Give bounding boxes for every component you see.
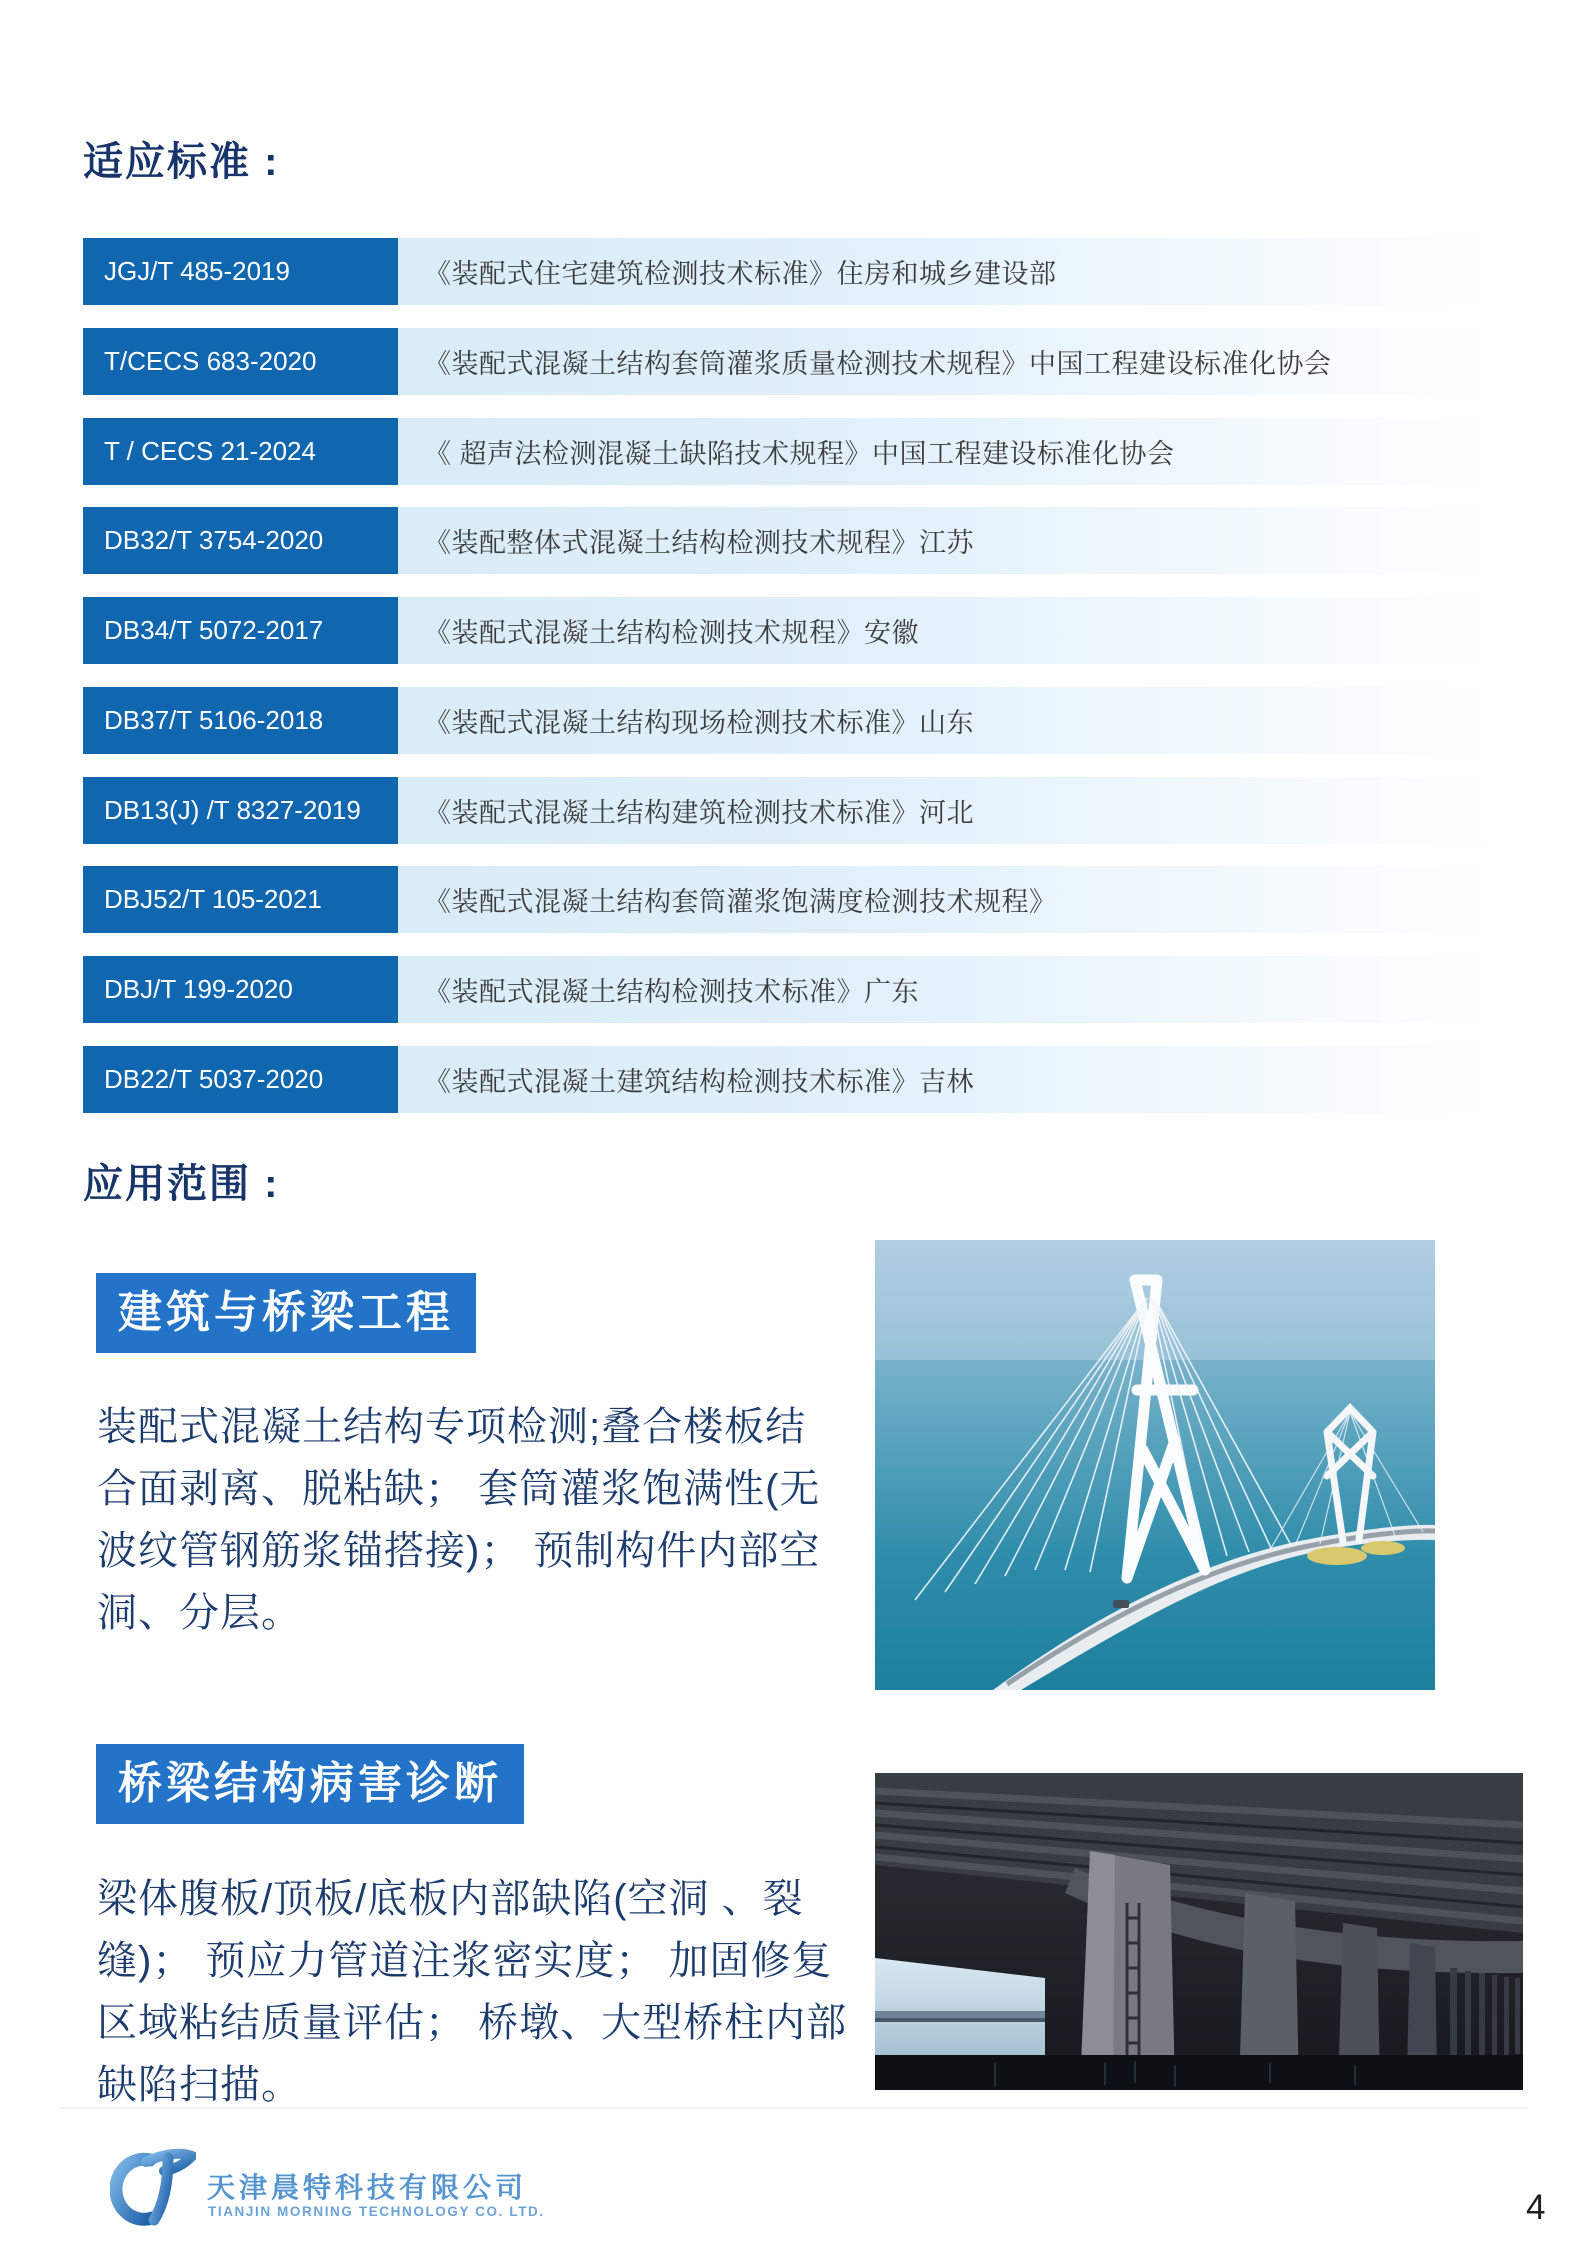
table-row: [83, 956, 1497, 1023]
standard-code-cell: DB13(J) /T 8327-2019: [83, 777, 398, 844]
standard-code-cell: DB37/T 5106-2018: [83, 687, 398, 754]
page-number: 4: [1526, 2188, 1546, 2227]
paragraph-line: 区域粘结质量评估； 桥墩、大型桥柱内部: [97, 2001, 848, 2045]
standard-code-cell: DB22/T 5037-2020: [83, 1046, 398, 1113]
company-logo-icon: [110, 2146, 196, 2228]
standard-desc-cell: 《 超声法检测混凝土缺陷技术规程》中国工程建设标准化协会: [398, 418, 1497, 485]
paragraph-line: 洞、分层。: [97, 1591, 302, 1635]
table-row: [83, 597, 1497, 664]
section-badge-bridge-diagnosis: 桥梁结构病害诊断: [96, 1744, 524, 1824]
section-paragraph: [97, 1868, 848, 2116]
paragraph-line: 缝)； 预应力管道注浆密实度； 加固修复: [97, 1939, 833, 1983]
paragraph-line: 合面剥离、脱粘缺； 套筒灌浆饱满性(无: [97, 1467, 821, 1511]
paragraph-line: 缺陷扫描。: [97, 2063, 302, 2107]
table-row: [83, 328, 1497, 395]
cable-stayed-bridge-photo: [875, 1240, 1435, 1690]
standard-desc-cell: 《装配式混凝土结构建筑检测技术标准》河北: [398, 777, 1497, 844]
standard-code-cell: DB34/T 5072-2017: [83, 597, 398, 664]
ct-logo-icon: [110, 2146, 196, 2228]
standard-code-cell: DB32/T 3754-2020: [83, 507, 398, 574]
table-row: [83, 687, 1497, 754]
company-name-en: TIANJIN MORNING TECHNOLOGY CO. LTD.: [208, 2204, 545, 2219]
company-name-cn: 天津晨特科技有限公司: [207, 2172, 528, 2203]
table-row: [83, 507, 1497, 574]
standard-code-cell: DBJ52/T 105-2021: [83, 866, 398, 933]
table-row: [83, 1046, 1497, 1113]
standard-desc-cell: 《装配整体式混凝土结构检测技术规程》江苏: [398, 507, 1497, 574]
cable-stayed-bridge-illustration: [875, 1240, 1435, 1690]
table-row: [83, 777, 1497, 844]
section-paragraph: [97, 1396, 821, 1644]
standard-desc-cell: 《装配式住宅建筑检测技术标准》住房和城乡建设部: [398, 238, 1497, 305]
standard-code-cell: DBJ/T 199-2020: [83, 956, 398, 1023]
standard-desc-cell: 《装配式混凝土建筑结构检测技术标准》吉林: [398, 1046, 1497, 1113]
standard-desc-cell: 《装配式混凝土结构套筒灌浆饱满度检测技术规程》: [398, 866, 1497, 933]
table-row: [83, 418, 1497, 485]
footer-divider: [60, 2107, 1528, 2109]
standard-desc-cell: 《装配式混凝土结构套筒灌浆质量检测技术规程》中国工程建设标准化协会: [398, 328, 1497, 395]
standards-heading: 适应标准 :: [83, 140, 280, 184]
standard-desc-cell: 《装配式混凝土结构检测技术标准》广东: [398, 956, 1497, 1023]
applications-heading: 应用范围 :: [83, 1162, 280, 1206]
table-row: [83, 238, 1497, 305]
paragraph-line: 装配式混凝土结构专项检测;叠合楼板结: [97, 1405, 807, 1449]
standard-code-cell: JGJ/T 485-2019: [83, 238, 398, 305]
bridge-underside-photo: [875, 1773, 1523, 2090]
paragraph-line: 梁体腹板/顶板/底板内部缺陷(空洞 、裂: [97, 1877, 804, 1921]
standard-desc-cell: 《装配式混凝土结构检测技术规程》安徽: [398, 597, 1497, 664]
table-row: [83, 866, 1497, 933]
standard-desc-cell: 《装配式混凝土结构现场检测技术标准》山东: [398, 687, 1497, 754]
bridge-underside-illustration: [875, 1773, 1523, 2090]
standard-code-cell: T/CECS 683-2020: [83, 328, 398, 395]
standard-code-cell: T / CECS 21-2024: [83, 418, 398, 485]
section-badge-building-bridge: 建筑与桥梁工程: [96, 1273, 476, 1353]
paragraph-line: 波纹管钢筋浆锚搭接)； 预制构件内部空: [97, 1529, 821, 1573]
